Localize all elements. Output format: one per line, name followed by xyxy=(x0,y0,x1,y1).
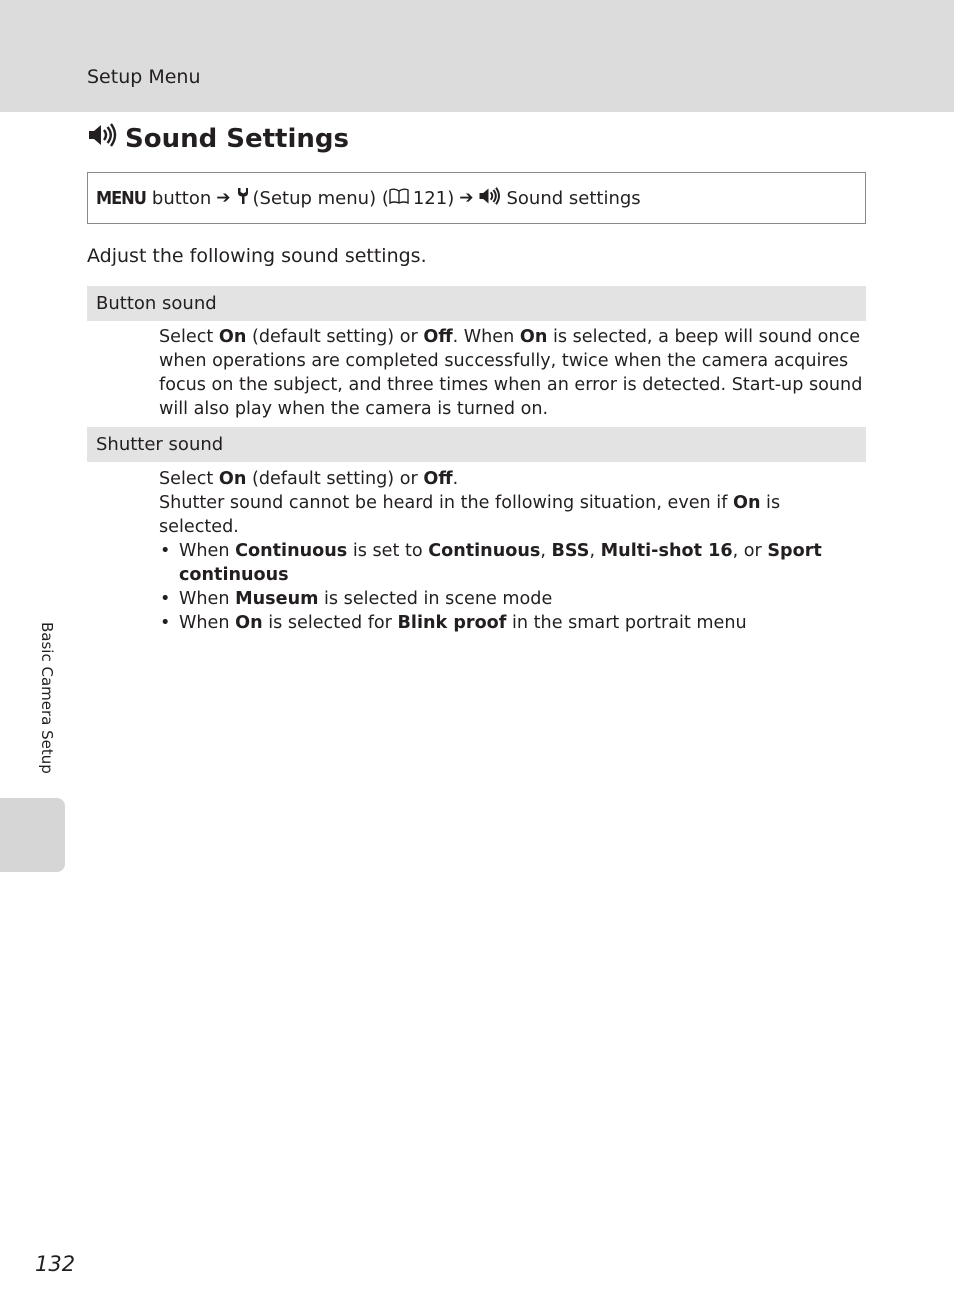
button-sound-description: Select On (default setting) or Off. When On is selected, a beep will sound once when operations are completed successfully, twice when the camera acquires focus on the subject, and three times when an error is detected. Start-up sound will also play when the camera is turned on. xyxy=(159,327,863,419)
header-band xyxy=(0,0,954,112)
nav-step-sound-settings: Sound settings xyxy=(506,187,641,209)
nav-step-button: button xyxy=(151,187,212,209)
section-title: Setup Menu xyxy=(87,66,201,88)
nav-page-ref: 121) xyxy=(412,187,455,209)
page-number: 132 xyxy=(35,1252,76,1276)
list-item: • When Museum is selected in scene mode xyxy=(159,587,864,611)
navigation-path xyxy=(87,172,866,224)
list-item: • When Continuous is set to Continuous, BSS, Multi-shot 16, or Sport continuous xyxy=(159,539,864,587)
menu-key: MENU xyxy=(96,187,146,209)
exception-list xyxy=(159,539,864,635)
page-title-text: Sound Settings xyxy=(125,123,349,154)
intro-text: Adjust the following sound settings. xyxy=(87,245,427,267)
chapter-side-label: Basic Camera Setup xyxy=(38,622,56,774)
shutter-sound-heading: Shutter sound xyxy=(87,427,866,462)
shutter-sound-description: Select On (default setting) or Off. Shutter sound cannot be heard in the following situation, even if On is selected. • When Continuous is set to Continuous, BSS, Multi-shot 16, or Sport continuous • When Museum is selected in scene mode • When On is selected for Blink proof in the smart portrait menu xyxy=(159,467,864,635)
arrow-right-icon: ➔ xyxy=(216,188,231,208)
speaker-icon xyxy=(478,186,502,211)
button-sound-heading: Button sound xyxy=(87,286,866,321)
chapter-tab xyxy=(0,798,65,872)
nav-step-setup-menu: (Setup menu) ( xyxy=(252,187,389,209)
arrow-right-icon: ➔ xyxy=(459,188,474,208)
list-item: • When On is selected for Blink proof in the smart portrait menu xyxy=(159,611,864,635)
wrench-icon xyxy=(236,187,250,210)
book-icon xyxy=(389,188,409,209)
speaker-icon xyxy=(87,122,119,155)
page-title xyxy=(87,122,349,155)
